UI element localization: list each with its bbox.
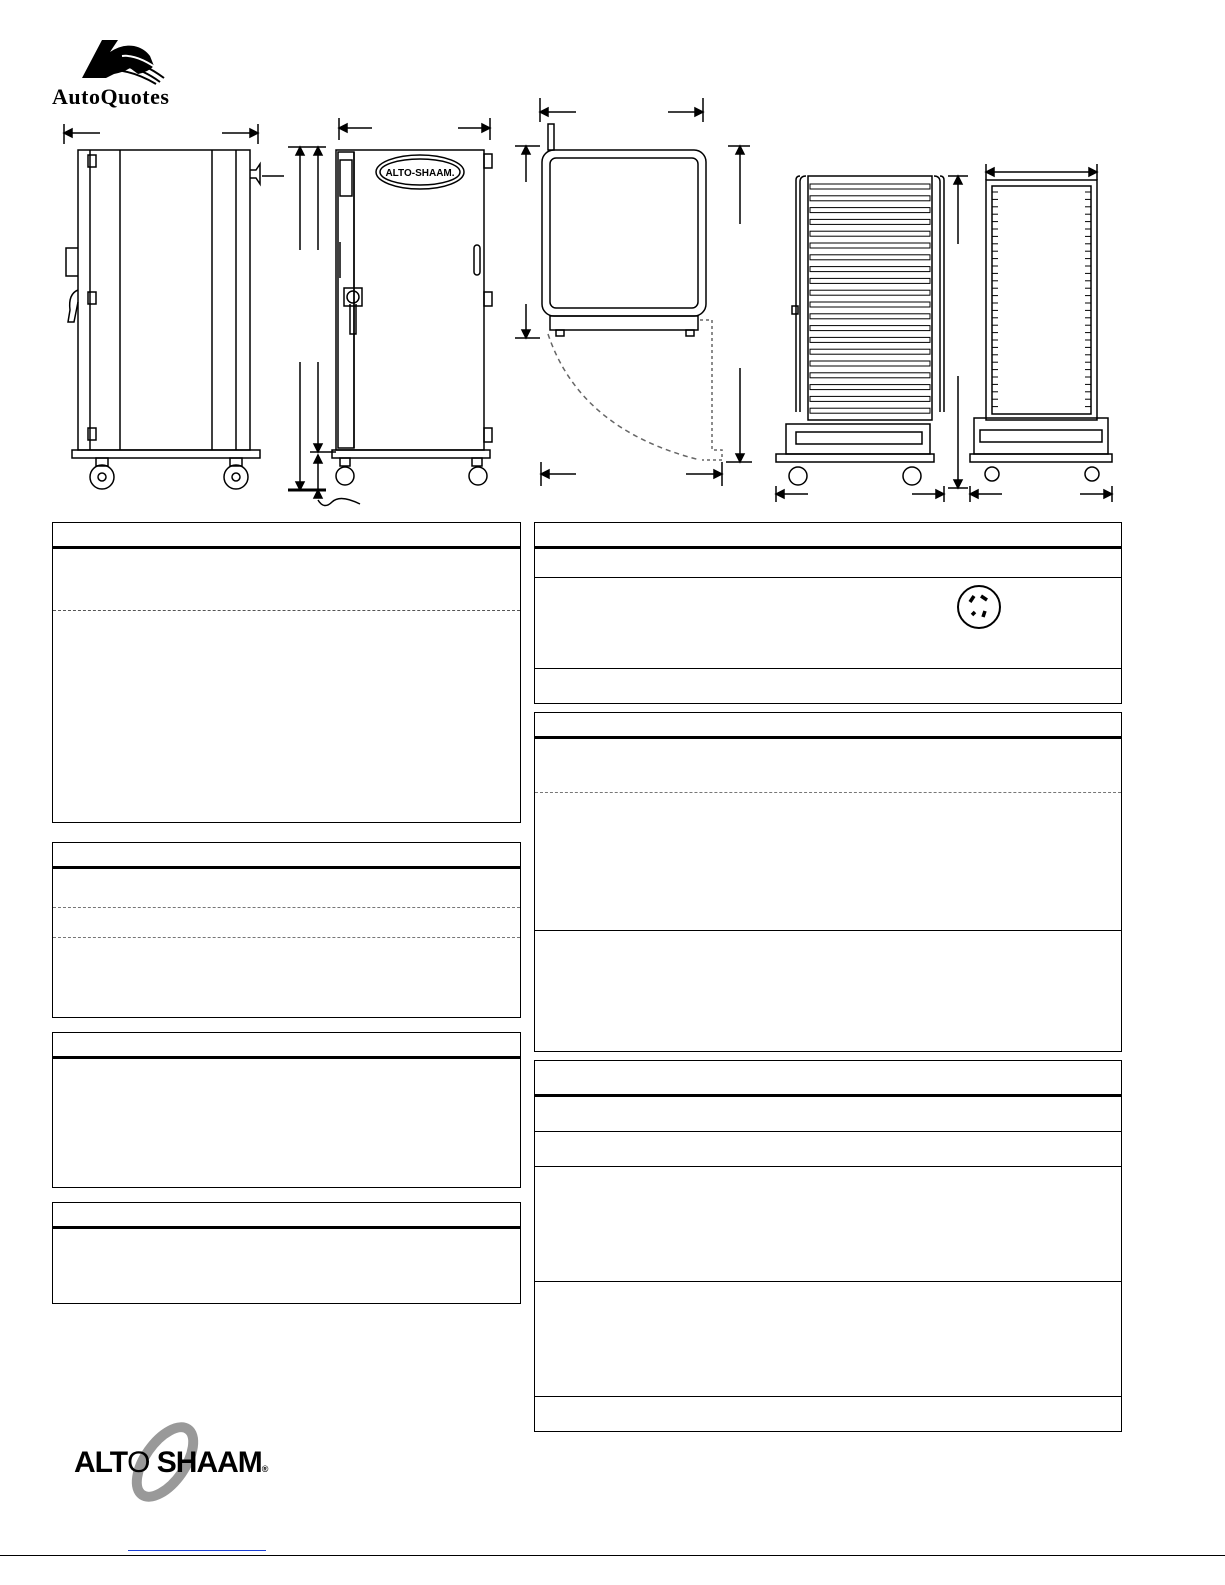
rack-shelf [810,196,930,201]
electrical-panel [534,522,1122,704]
alto-shaam-wordmark [74,1446,267,1480]
autoquotes-logo-text: AutoQuotes [52,84,170,109]
rack-shelf [810,255,930,260]
rack-shelf [810,290,930,295]
brand-shaam: SHAAM [156,1446,262,1479]
spec-panel-left-3 [52,1032,521,1188]
row-divider [535,577,1121,578]
rack-shelf [810,408,930,413]
rack-shelf [810,361,930,366]
spec-panel-left-1 [52,522,521,823]
brand-alt: ALT [74,1446,128,1479]
rack-shelf [810,385,930,390]
panel-header [53,843,520,869]
rack-shelf [810,326,930,331]
door-nameplate: ALTO-SHAAM. [385,168,455,179]
alto-shaam-logo [70,1418,310,1508]
spec-panel-left-2 [52,842,521,1018]
rack-shelf [810,278,930,283]
panel-header [53,1033,520,1059]
autoquotes-bird-icon [52,36,202,86]
side-view-drawing [64,124,284,489]
rack-shelf [810,267,930,272]
row-divider [535,1166,1121,1167]
rack-shelf [810,373,930,378]
panel-header [535,1061,1121,1097]
row-divider [535,1131,1121,1132]
spec-panel-right-2 [534,712,1122,1052]
panel-header [53,1203,520,1229]
row-divider [53,610,520,611]
rack-front-view-drawing [970,164,1112,502]
top-view-drawing [515,98,752,486]
rack-shelf [810,302,930,307]
plug-receptacle-icon [955,583,1003,631]
row-divider [535,1396,1121,1397]
row-divider [535,792,1121,793]
rack-side-view-drawing [776,176,968,502]
rack-shelf [810,219,930,224]
rack-shelf [810,314,930,319]
rack-shelf [810,243,930,248]
panel-header [53,523,520,549]
brand-o: O [127,1446,150,1479]
rack-shelf [810,208,930,213]
row-divider [53,937,520,938]
rack-shelf [810,349,930,354]
registered-mark: ® [261,1464,268,1474]
rack-shelf [810,184,930,189]
panel-header [535,523,1121,549]
spec-panel-right-3 [534,1060,1122,1432]
product-elevation-drawings [0,90,1225,520]
rack-shelf [810,337,930,342]
row-divider [535,668,1121,669]
footer-rule [0,1555,1225,1556]
panel-header [535,713,1121,739]
row-divider [535,1281,1121,1282]
rack-shelf [810,396,930,401]
row-divider [535,930,1121,931]
rack-shelf [810,231,930,236]
footer-link-underline[interactable] [128,1550,266,1551]
row-divider [53,907,520,908]
spec-panel-left-4 [52,1202,521,1304]
